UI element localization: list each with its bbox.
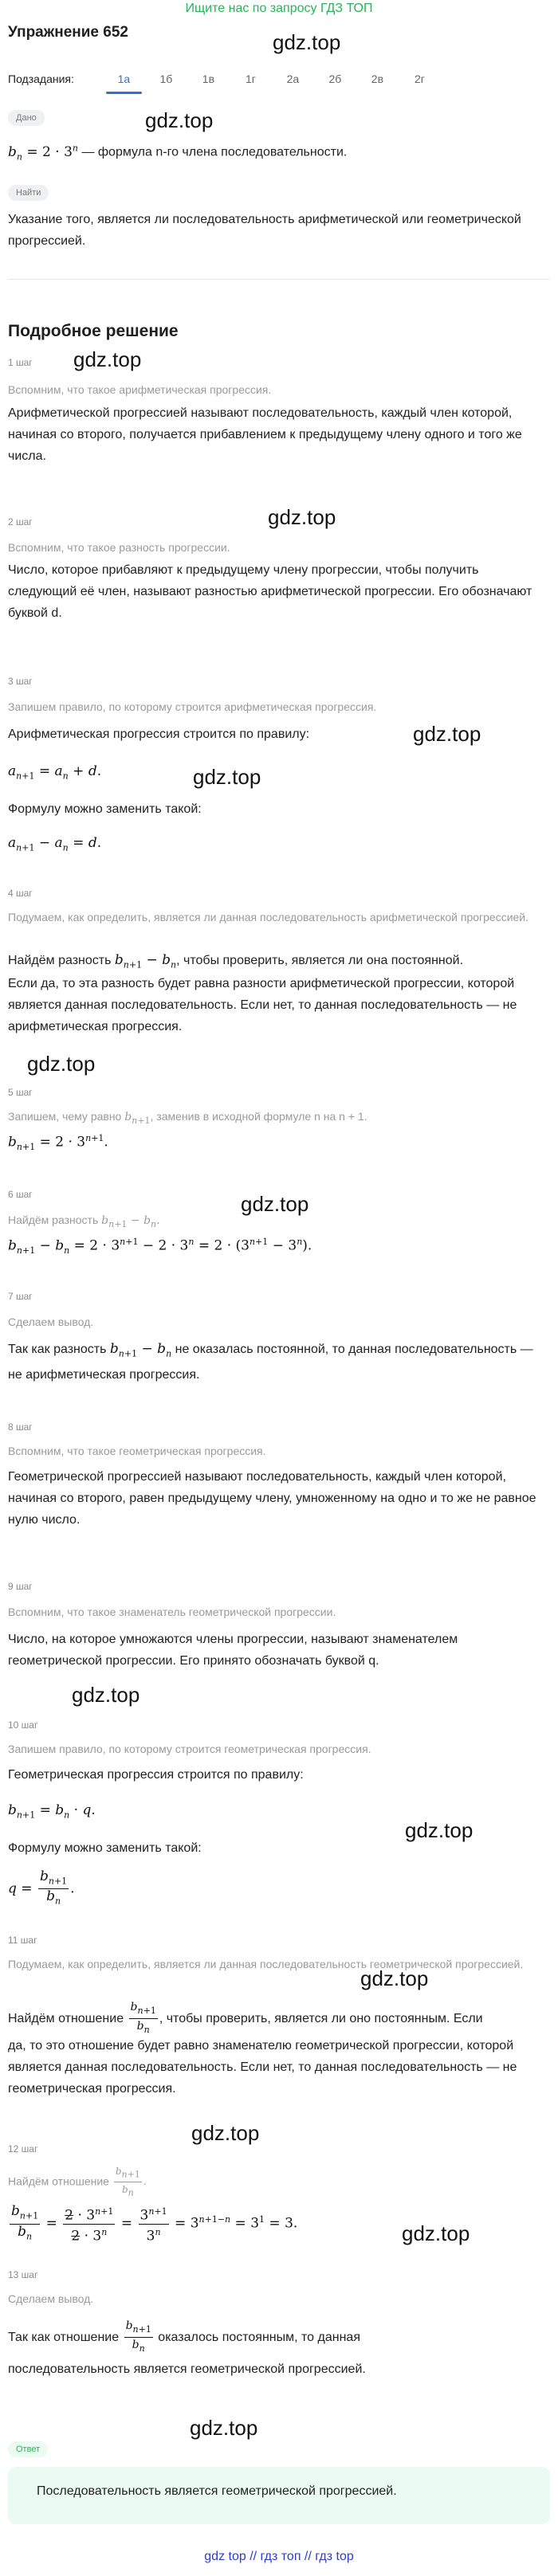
step-text: Геометрическая прогрессия строится по правилу: [8, 1768, 304, 1782]
step-hint: Запишем, чему равно $b_{n+1}$, заменив в исходной формуле n на n + 1. [8, 1110, 367, 1126]
find-label: Найти [8, 185, 49, 201]
watermark: gdz.top [190, 2416, 258, 2440]
footer-links[interactable]: gdz top // гдз топ // гдз top [204, 2550, 354, 2563]
step-label: 8 шаг [8, 1421, 33, 1433]
step-text: Формулу можно заменить такой: [8, 802, 202, 816]
given-formula: $b_n = 2 \cdot 3^n$ [8, 143, 78, 163]
step-label: 5 шаг [8, 1087, 33, 1098]
watermark: gdz.top [145, 108, 214, 132]
step-label: 7 шаг [8, 1291, 33, 1302]
step-hint: Запишем правило, по которому строится геометрическая прогрессия. [8, 1743, 371, 1755]
find-text: Указание того, является ли последовательность арифметической или геометрической прогрессией. [8, 213, 521, 248]
step-hint: Найдём разность $b_{n+1} - b_n$. [8, 1214, 160, 1229]
step-text: Арифметической прогрессией называют последовательность, каждый член которой, начиная со второго, получается прибавлением к предыдущему члену одного и того же числа. [8, 406, 522, 463]
formula: $b_{n+1} = b_n \cdot q$. [8, 1802, 96, 1821]
formula: q = $\frac{b_{n+1}}{b_n}$ . [8, 1868, 75, 1907]
formula: $b_{n+1} = 2 \cdot 3^{n+1}$. [8, 1133, 108, 1153]
step-label: 13 шаг [8, 2269, 38, 2280]
step-text: Геометрической прогрессией называют последовательность, каждый член которой, начиная со второго, равен предыдущему члену, умноженному на одно и то же не равное нулю число. [8, 1470, 536, 1527]
step-hint: Вспомним, что такое разность прогрессии. [8, 541, 230, 554]
step-text: последовательность является геометрической прогрессией. [8, 2362, 366, 2376]
answer-box [8, 2467, 550, 2524]
step-label: 3 шаг [8, 676, 33, 687]
step-text: Так как разность $b_{n+1} - b_n$ не оказалась постоянной, то данная последовательность — не арифметическая прогрессия. [8, 1341, 533, 1382]
subtasks-bar [8, 65, 550, 92]
formula: $\frac{b_{n+1}}{b_n}$ [125, 2319, 151, 2354]
tab-1g[interactable]: 1г [245, 73, 256, 85]
tab-1b[interactable]: 1б [159, 73, 173, 85]
step-text: Найдём разность $b_{n+1} - b_n$, чтобы проверить, является ли она постоянной. [8, 952, 464, 970]
subtasks-label: Подзадания: [8, 73, 74, 85]
formula: $a_{n+1} - a_n = d$. [8, 835, 102, 853]
step-label: 11 шаг [8, 1935, 37, 1946]
formula: $a_{n+1} = a_n + d$. [8, 763, 102, 782]
formula: $b_{n+1} - b_n$ [109, 1341, 172, 1359]
tab-1v[interactable]: 1в [202, 73, 215, 85]
given-description: — формула n-го члена последовательности. [81, 145, 348, 159]
step-label: 9 шаг [8, 1581, 33, 1592]
watermark: gdz.top [402, 2221, 470, 2245]
watermark: gdz.top [360, 1966, 429, 1990]
step-hint: Вспомним, что такое арифметическая прогрессия. [8, 383, 272, 396]
step-label: 4 шаг [8, 888, 33, 899]
watermark: gdz.top [405, 1818, 474, 1842]
watermark: gdz.top [27, 1052, 96, 1076]
tab-1a[interactable]: 1а [103, 65, 145, 92]
step-text: Найдём отношение $\frac{b_{n+1}}{b_n}$ , чтобы проверить, является ли оно постоянным. Если [8, 2001, 483, 2035]
step-hint: Вспомним, что такое геометрическая прогрессия. [8, 1445, 266, 1457]
top-banner[interactable]: Ищите нас по запросу ГДЗ ТОП [185, 2, 373, 15]
answer-text: Последовательность является геометрической прогрессией. [37, 2484, 397, 2498]
watermark: gdz.top [273, 30, 341, 54]
answer-label: Ответ [8, 2441, 48, 2457]
step-text: Если да, то эта разность будет равна разности арифметической прогрессии, которой является данная последовательность. Если нет, то данная последовательность — не арифметическая прогрессия. [8, 977, 517, 1033]
formula: $b_{n+1} - b_n$. [101, 1214, 160, 1229]
tab-2a[interactable]: 2а [286, 73, 300, 85]
watermark: gdz.top [73, 347, 142, 371]
step-hint: Найдём отношение $\frac{b_{n+1}}{b_n}$ . [8, 2166, 147, 2198]
watermark: gdz.top [268, 505, 336, 529]
watermark: gdz.top [241, 1192, 309, 1216]
tab-2b[interactable]: 2б [328, 73, 342, 85]
step-text: Формулу можно заменить такой: [8, 1841, 202, 1855]
step-text: Так как отношение $\frac{b_{n+1}}{b_n}$ оказалось постоянным, то данная [8, 2319, 360, 2354]
step-text: Арифметическая прогрессия строится по правилу: [8, 727, 310, 741]
formula: $\frac{b_{n+1}}{b_n}$ [130, 2001, 156, 2035]
step-text: да, то это отношение будет равно знаменателю геометрической прогрессии, которой является данная последовательность. Если нет, то данная последовательность — не геометрическая прогрессия. [8, 2039, 517, 2096]
formula: $\frac{b_{n+1}}{b_n}$ . [115, 2166, 147, 2198]
step-hint: Сделаем вывод. [8, 1315, 94, 1328]
step-hint: Запишем правило, по которому строится арифметическая прогрессия. [8, 700, 377, 713]
exercise-title: Упражнение 652 [8, 24, 128, 41]
step-hint: Подумаем, как определить, является ли данная последовательность арифметической прогрессией. [8, 911, 529, 923]
given-label: Дано [8, 110, 45, 126]
tab-2g[interactable]: 2г [414, 73, 425, 85]
formula: $b_{n+1}$ [124, 1111, 151, 1126]
step-text: Число, на которое умножаются члены прогрессии, называют знаменателем геометрической прогрессии. Его принято обозначать буквой q. [8, 1633, 458, 1668]
divider [8, 279, 550, 280]
watermark: gdz.top [193, 765, 261, 789]
step-label: 12 шаг [8, 2143, 38, 2155]
given-text [8, 137, 550, 167]
step-label: 2 шаг [8, 516, 33, 527]
step-hint: Сделаем вывод. [8, 2292, 94, 2305]
watermark: gdz.top [72, 1683, 140, 1707]
watermark: gdz.top [191, 2121, 260, 2145]
step-label: 6 шаг [8, 1189, 33, 1200]
formula: $b_{n+1} - b_n$ [114, 952, 177, 970]
step-hint: Вспомним, что такое знаменатель геометрической прогрессии. [8, 1606, 336, 1618]
step-hint: Подумаем, как определить, является ли данная последовательность геометрической прогрессией. [8, 1958, 524, 1970]
step-text: Число, которое прибавляют к предыдущему члену прогрессии, чтобы получить следующий её член, называют разностью арифметической прогрессии. Его обозначают буквой d. [8, 563, 532, 620]
watermark: gdz.top [413, 722, 481, 746]
step-label: 10 шаг [8, 1719, 38, 1731]
tab-2v[interactable]: 2в [371, 73, 384, 85]
solution-title: Подробное решение [8, 322, 179, 340]
formula: $b_{n+1} - b_n = 2 \cdot 3^{n+1} - 2 \cdot 3^n = 2 \cdot (3^{n+1} - 3^n)$. [8, 1237, 312, 1257]
step-label: 1 шаг [8, 357, 33, 368]
formula: $\frac{b_{n+1}}{b_n}$ = $\frac{2 \cdot 3^{n+1}}{2 \cdot 3^n}$ = $\frac{3^{n+1}}{3^n}$ = $3^{n+1-n} = 3^1 = 3$. [11, 2203, 298, 2245]
